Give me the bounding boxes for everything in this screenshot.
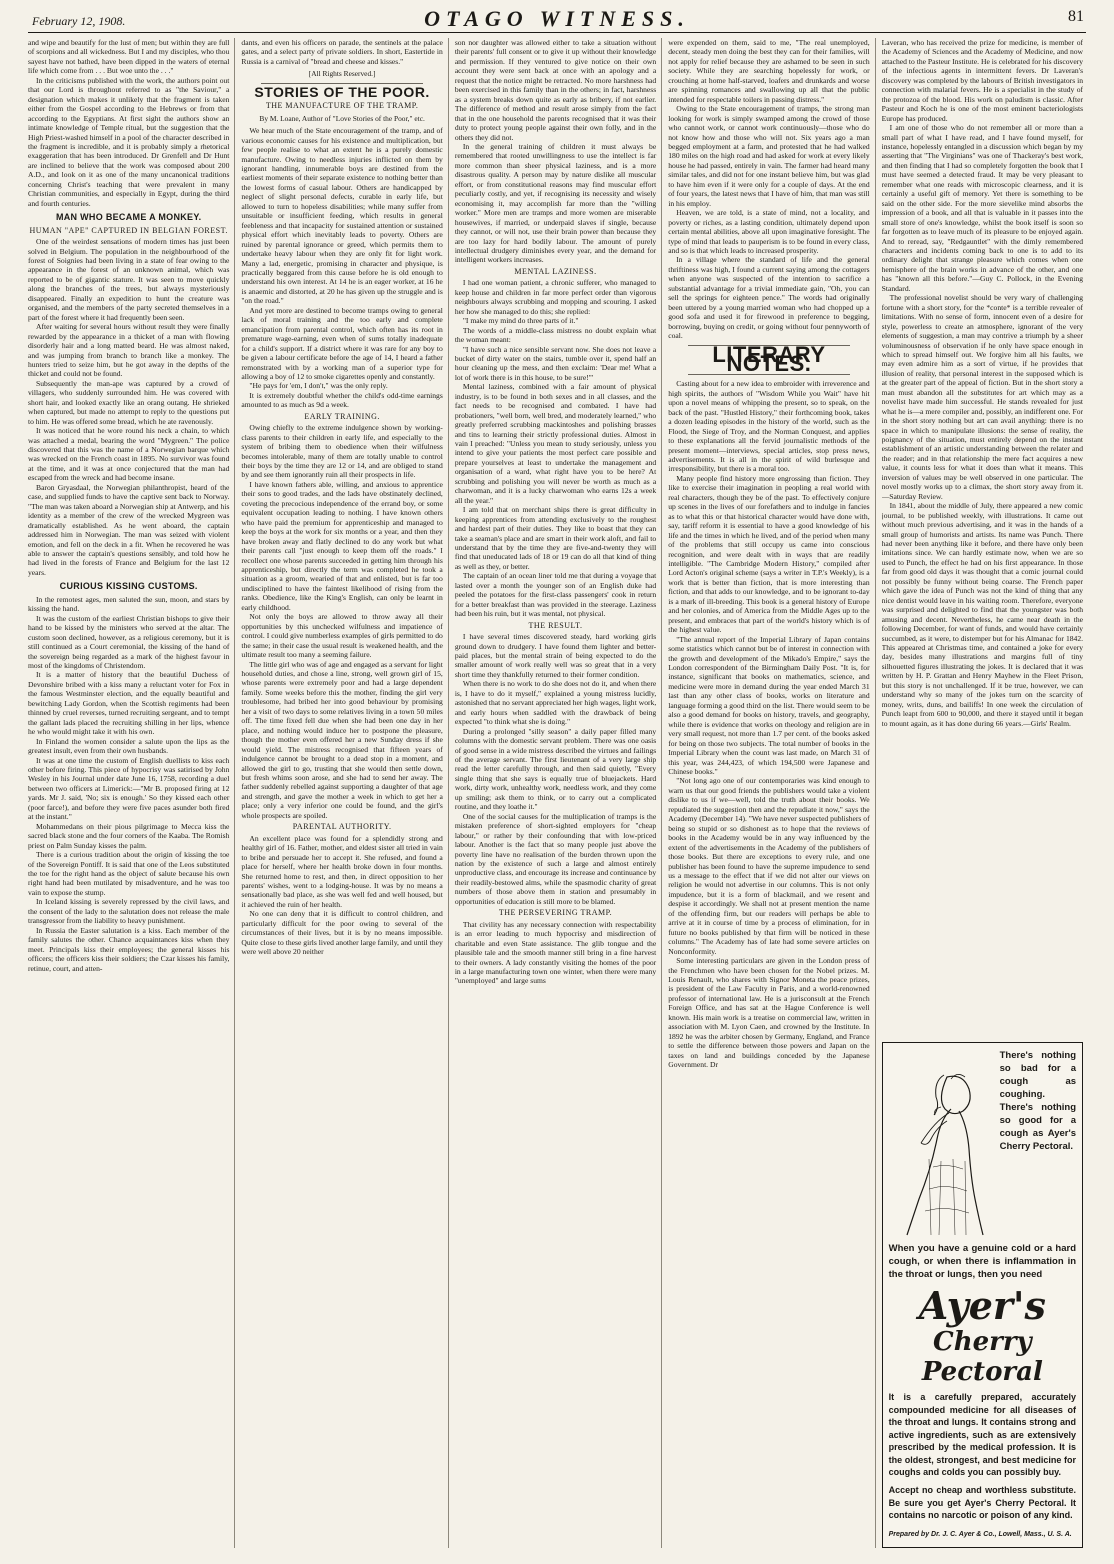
- article-heading-monkey: MAN WHO BECAME A MONKEY.: [55, 212, 202, 223]
- article-paragraph: The little girl who was of age and engaged as a servant for light household duties, and chose a line, strong, well grown girl of 15, whose parents were extremely poor and had a large dependent family. Some weeks before this the mother, finding the girl very troublesome, had bribed her into good behaviour by promising her a visit of two days to some relatives living in a town 50 miles off. The time fixed fell due when she had been one day in her place, and nothing would induce her to postpone the pleasure, though the mother even offered her a new Sunday dress if she would yield. The mistress recognised that fifteen years of indulgence cannot be brought to a dead stop in a moment, and allowed the girl to go, trusting that she would then settle down, but fresh whims soon arose, and she had to send her away. The father suddenly rebelled against supporting a daughter of that age and strength, and gave the mother a week in which to get her a place; only a very inferior one could be found, and the girl's whole prospects are spoiled.: [241, 659, 443, 820]
- article-paragraph: I have several times discovered steady, hard working girls ground down to drudgery. I have found them lighter and better-paid places, but the mental strain of being expected to do the smaller amount of work really well was so great that in a very short time they thankfully returned to their former condition.: [454, 632, 657, 679]
- article-paragraph: Heaven, we are told, is a state of mind, not a locality, and poverty or riches, as a lasting condition, ultimately depend upon certain mental abilities, above all upon imaginative foresight. The type of mind that leads to pauperism is to be found in every class, and so is that which leads to increased prosperity.: [668, 208, 870, 255]
- article-paragraph: "I have such a nice sensible servant now. She does not leave a bucket of dirty water on the stairs, tumble over it, spend half an hour cleaning up the mess, and then exclaim: 'Dear me! What a lot of work there is in this house, to be sure!'": [454, 344, 657, 382]
- article-paragraph: Mental laziness, combined with a fair amount of physical industry, is to be found in both sexes and in all classes, and the fact needs to be recognised and combated. I have had probationers, "well born, well bred, and moderately learned," who greatly preferred scrubbing mackintoshes and polishing brasses and tins to learning their strictly professional duties. Almost in vain I preached: "Unless you mean to study seriously, unless you intend to give your patients the most perfect care possible and prepare yourselves at least to undertake the management and organisation of a ward, what right have you to be here? At scrubbing and polishing you will never be worth as much as a charwoman, and it is a lucky charwoman who earns 12s a week all the year.": [454, 382, 657, 505]
- article-paragraph: Subsequently the man-ape was captured by a crowd of villagers, who suddenly surrounded him. He was covered with short hair, and looked exactly like an orang outang. He shrieked when captured, but made no attempt to reply to the questions put to him. He was offered some bread, which he ate ravenously.: [28, 378, 230, 426]
- ad-top-row: [889, 1049, 1076, 1239]
- column-4: [668, 38, 875, 1548]
- article-paragraph: No one can deny that it is difficult to control children, and particularly difficult for the poor owing to several of the circumstances of their lives, but it is by no means impossible. Quite close to these girls lived another large family, and until they were well above 20 neither: [241, 909, 443, 957]
- section-heading-persevering-tramp: THE PERSEVERING TRAMP.: [498, 908, 613, 918]
- column-2: [241, 38, 448, 1548]
- article-subheading-tramp: THE MANUFACTURE OF THE TRAMP.: [265, 101, 419, 111]
- article-paragraph: Owing chiefly to the extreme indulgence shown by working-class parents to their children in early life, and especially to the system of bribing them to obedience when their wilfulness becomes intolerable, many of them are totally unable to control their boys by the time they are 12 or 14, and are obliged to stand by and see them ignorantly ruin all their prospects in life.: [241, 423, 443, 480]
- page-number: 81: [1068, 8, 1084, 25]
- article-paragraph: In the remotest ages, men saluted the sun, moon, and stars by kissing the hand.: [28, 594, 230, 614]
- masthead-rule: [28, 32, 1086, 33]
- column-5-text: [882, 38, 1083, 1030]
- article-paragraph: Baron Gryasdaal, the Norwegian philanthropist, heard of the case, and supplied funds to have the captive sent back to Norway. "The man was taken aboard a Norwegian ship at Antwerp, and his identity as a member of the crew of the wrecked Mygreen was dramatically established. As he went aboard, the captain addressed him in Norwegian. The man was seized with violent emotion, and fell on the deck in a fit. When he recovered he was able to answer the captain's questions sensibly, and told how he had lived in the forests of France and Belgium for the last 12 years.: [28, 482, 230, 577]
- section-heading-parental-authority: PARENTAL AUTHORITY.: [292, 822, 392, 832]
- article-paragraph: In a village where the standard of life and the general thriftiness was high, I found a current saying among the cottagers when anyone was suspected of the intention to sacrifice a substantial advantage for a trivial immediate gain, "Oh, you can sell the springs for eighteen pence." The words had originally been uttered by a young married woman who had chopped up a good sofa and used it for firewood in preference to begging, borrowing, buying on credit, or going without four pennyworth of coal.: [668, 255, 870, 341]
- article-paragraph: After waiting for several hours without result they were finally rewarded by the appearance in a thicket of a man with flowing disorderly hair and a long matted beard. He was almost naked, and was jumping from branch to branch like a monkey. The hunters tried to seize him, but he got away in the depths of the thicket and could not be found.: [28, 322, 230, 379]
- byline: By M. Loane, Author of "Love Stories of the Poor," etc.: [259, 113, 425, 123]
- column-3: [455, 38, 662, 1548]
- article-paragraph: The words of a middle-class mistress no doubt explain what the woman meant:: [454, 325, 657, 345]
- article-paragraph: An excellent place was found for a splendidly strong and healthy girl of 16. Father, mother, and eldest sister all tried in vain to bribe and persuade her to accept it. She refused, and found a place for herself, where her health broke down in four months. She returned home to rest, and then, in direct opposition to her parents' wishes, went to a lodging-house. It was by no means a sensationally bad place, as she was well fed and well housed, but it achieved the ruin of her health.: [241, 833, 443, 909]
- article-paragraph: And yet more are destined to become tramps owing to general lack of moral training and the too early and complete emancipation from parental control, which often has its root in premature wage-earning, even when of sums totally inadequate for a child's support. If a district where it was rare for any boy to be given a labour certificate before the age of 14, I heard a father remonstrated with by a working man of a superior type for allowing a boy of 12 to smoke cigarettes openly and constantly.: [241, 305, 443, 381]
- ad-warning-text: Accept no cheap and worthless substitute. Be sure you get Ayer's Cherry Pectoral. It contains no narcotic or poison of any kind.: [888, 1485, 1077, 1521]
- rights-note: [All Rights Reserved.]: [308, 69, 376, 79]
- article-subheading-monkey: HUMAN "APE" CAPTURED IN BELGIAN FOREST.: [29, 225, 228, 235]
- article-paragraph: Owing to the State encouragement of tramps, the strong man looking for work is simply swamped among the crowd of those who cannot work, or cannot work continuously—those who do not know how and those who will not. Six years ago a man begged employment at a farm, and protested that he had walked 180 miles on the high road and had asked for work at every likely house he had passed, entirely in vain. The farmer had heard many similar tales, and did not for one instant believe him, but was glad to have him even if it were only for a couple of days. At the end of four years, the latest news that I have of him, that man was still in his employ.: [668, 104, 870, 208]
- article-paragraph: In Finland the women consider a salute upon the lips as the greatest insult, even from their own husbands.: [28, 736, 230, 756]
- article-paragraph: It was noticed that he wore round his neck a chain, to which was attached a medal, bearing the word "Mygreen." The police discovered that this was the name of a Norwegian barque which was wrecked on the French coast in 1895. No survivor was found at the time, and it was at once conjectured that the man had escaped from the wreck and had become insane.: [28, 426, 230, 483]
- article-paragraph: In the general training of children it must always be remembered that rooted unwillingness to use the intellect is far more common than sheer physical laziness, and is a more disastrous quality. A person may by nature dislike all muscular effort, or from constitutional reasons may find muscular effort peculiarly costly, and yet, if recognising its necessity and wisely economising it, may accomplish far more than the "willing worker." More men are tramps and more women are miserable housewives, if married, or underpaid slaves if single, because they cannot, or will not, use their brain power than because they are too lazy for hard bodily labour. The amount of purely intellectual drudgery diminishes every year, and the demand for intelligent workers increases.: [454, 141, 657, 265]
- article-paragraph: son nor daughter was allowed either to take a situation without their parents' full consent or to give it up without their knowledge and permission. If they ventured to give notice on their own account they were sent back at once with an apology and a request that the notice might be retracted. No more harshness had been exercised in this family than in the others; in fact, harshness as a system breaks down quite as early as bribery, if not earlier. The difference of method and result arose simply from the fact that in the one household the parents recognised that it was their duty to protect young people against their own folly, and in the others they did not.: [454, 38, 657, 142]
- article-paragraph: dants, and even his officers on parade, the sentinels at the palace gates, and a select party of private soldiers. In short, Eastertide in Russia is a carnival of "bread and cheese and kisses.": [241, 38, 443, 66]
- article-paragraph: It is extremely doubtful whether the child's odd-time earnings amounted to as much as 9d a week.: [241, 390, 443, 410]
- article-heading-literary-notes: LITERARY NOTES.: [712, 341, 826, 376]
- article-paragraph: It was at one time the custom of English duellists to kiss each other before firing. This piece of hypocrisy was satirised by John Wesley in his Journal under date June 16, 1758, recording a duel between two officers at Limerick:—"Mr B. proposed firing at 12 yards. Mr J. said, 'No; six is enough.' So they kissed each other (poor farce!), and before they were five paces asunder both fired at the instant.": [28, 755, 230, 822]
- article-paragraph: "Not long ago one of our contemporaries was kind enough to warn us that our good friends the publishers would take a violent dislike to us if we—well, told the truth about their books. We repudiated the suggestion then and the repudiate it now," says the Academy (December 14). "We have never suspected publishers of being so stupid or so dishonest as to hope that the reviews of books in the Academy would be in any way influenced by the extent of the advertisements in the Academy of the publishers of those books. But there are exceptions to every rule, and one publisher has been found to have the supreme impudence to send us a message to the effect that if we did not alter our views on religion he would not advertise in our columns. This is not only impudence, but it is a form of blackmail, and we resent and despise it accordingly. We shall not at present mention the name of the offending firm, but our readers will perhaps be able to arrive at it in course of time by a process of elimination, for in future no books published by that firm will be noticed in these columns." The Academy has of late had some severe articles on Nonconformity.: [668, 776, 870, 956]
- article-paragraph: Laveran, who has received the prize for medicine, is member of the Academy of Sciences and the Academy of Medicine, and now attached to the Pasteur Institute. He is celebrated for his discovery of the infectious agents in intermittent fevers. Dr Laveran's discovery was completed by the labours of British investigators in connection with malarial fevers. He is a specialist in the study of the protozoa of the blood. His work on paludism is classic. After Pasteur and Koch he is one of the most eminent bacteriologists Europe has produced.: [881, 38, 1084, 123]
- section-heading-result: THE RESULT.: [528, 620, 583, 630]
- ad-brand-name: Ayer's: [918, 1283, 1046, 1329]
- ad-body-text: It is a carefully prepared, accurately compounded medicine for all diseases of the throat and lungs. It contains strong and active ingredients, such as are extensively prescribed by the medical profession. It is the oldest, strongest, and best medicine for coughs and colds you can possibly buy.: [888, 1392, 1077, 1477]
- article-paragraph: "The annual report of the Imperial Library of Japan contains some statistics which cannot but be of interest in connection with the growth and development of the Mikado's Empire," says the London correspondent of the Birmingham Daily Post. "It is, for instance, significant that books on mathematics, science, and medicine were more in demand during the year ended March 31 last than any other class of books, works on literature and language forming a good third on the list. There would seem to be also a good demand for books on history, travels, and geography, while there is evidence that works on theology and religion are in very small request, not more than 1.7 per cent. of the books asked for being on those two subjects. The total number of books in the Imperial Library when the count was last made, on March 31 of this year, was 244,423, of which 194,500 were Japanese and Chinese books.": [668, 634, 870, 776]
- section-heading-early-training: EARLY TRAINING.: [304, 411, 380, 421]
- article-paragraph: I am told that on merchant ships there is great difficulty in keeping apprentices from attending exclusively to the roughest and hardest part of their duties. They like to boast that they can take a seaman's place and are smart in their work aloft, and fail to understand that by the time they are five-and-twenty they will find that uneducated lads of 18 or 19 can do all that kind of thing as well as they, or better.: [454, 505, 657, 571]
- article-paragraph: In the criticisms published with the work, the authors point out that our Lord is throughout referred to as "the Saviour," a designation which makes it unlikely that the fragment is taken either from the Gospel according to the Hebrews or from that according to the Egyptians. At first sight the authors show an intimate knowledge of Temple ritual, but the suggestion that the High Priest-washed himself in a pool of the character described in the fragment is incredible, and it is probably simply a rhetorical exaggeration that has been introduced. Dr Grenfell and Dr Hunt are inclined to believe that the work was composed about 200 A.D., and look on it as one of the many uncanonical traditions concerning Christ's teaching that were prevalent in many Christian communities, and especially in Egypt, during the third and fourth centuries.: [28, 75, 230, 208]
- article-paragraph: Not only the boys are allowed to throw away all their opportunities by this unchecked wilfulness and impatience of control. I could give numberless examples of girls permitted to do the same; in their case the usual result is weakened health, and the ultimate result too many a seeming failure.: [241, 612, 443, 660]
- article-paragraph: were expended on them, said to me, "The real unemployed, decent, steady men doing the best they can for their families, will not apply for relief because they are ashamed to be seen in such society. While they are searching hopelessly for work, or crouching at home half-starved, loafers and drunkards and worse are spinning romances and swallowing up all that the public intended for respectable toilers in passing distress.": [668, 38, 870, 104]
- article-paragraph: It was the custom of the earliest Christian bishops to give their hand to be kissed by the ministers who served at the altar. The custom soon declined, however, as a religious ceremony, but it is still continued as a Court ceremonial, the kissing of the hand of the sovereign being regarded as a mark of the highest favour in most of the kingdoms of Christendom.: [28, 613, 230, 670]
- masthead: [0, 0, 1114, 34]
- ad-intro-bottom: When you have a genuine cold or a hard cough, or when there is inflammation in the throat or lungs, then you need: [888, 1243, 1077, 1281]
- woman-coughing-illustration-icon: [889, 1049, 994, 1239]
- article-heading-stories: STORIES OF THE POOR.: [254, 83, 430, 100]
- ad-maker-line: Prepared by Dr. J. C. Ayer & Co., Lowell, Mass., U. S. A.: [888, 1530, 1072, 1538]
- article-paragraph: and wipe and beautify for the lust of men; but within they are full of scorpions and all wickedness. But I and my disciples, who thou sayest have not bathed, have been dipped in the waters of eternal life which come from . . . But woe unto the . . .": [28, 38, 230, 76]
- article-paragraph: When there is no work to do she does not do it, and when there is, I have to do it myself," explained a young mistress lucidly, astonished that no servant appreciated her high wages, light work, and early hours when saddled with the drawback of being expected "to think what she is doing.": [454, 679, 657, 727]
- newspaper-columns: [28, 38, 1088, 1548]
- paper-name: OTAGO WITNESS.: [424, 6, 690, 31]
- article-paragraph: "I make my mind do three parts of it.": [462, 316, 579, 326]
- article-paragraph: "He pays for 'em, I don't," was the only reply.: [249, 381, 388, 391]
- ad-intro-top: There's nothing so bad for a cough as coughing. There's nothing so good for a cough as Ayer's Cherry Pectoral.: [999, 1050, 1077, 1153]
- article-paragraph: I am one of those who do not remember all or more than a small part of what I have read, and I have found myself, for instance, hopelessly entangled in a discussion which began by my asserting that "The Virginians" was one of Thackeray's best work, and then finding that I had so completely forgotten the book that I must have seemed a detected fraud. It may be very pleasant to remember what one reads with microscopic clearness, and it is certainly a useful gift of memory. Yet there is something to be said on the other side. For the more sievelike mind absorbs the impression of a book, and all that is valuable in it passes into the small store of one's knowledge, whilst the book itself is soon so far forgotten as to leave much of its pleasure to be enjoyed again. And to reread, say, "Redgauntlet" with the dimly remembered characters and incidents coming back to one is to add to its ordinary delight that strange pleasure which comes when one hemisphere of the brain works in advance of the other, and one has "known all this before."—Guy C. Pollock, in the Evening Standard.: [881, 123, 1084, 293]
- article-paragraph: One of the social causes for the multiplication of tramps is the mistaken preference of short-sighted employers for "cheap labour," or rather by their confounding that with low-priced labour. Another is the fact that so many people just above the poverty line have no realisation of the burden thrown upon the nation by the existence of such a large and almost entirely unproductive class, and encourage its increase and continuance by their readily-bestowed alms, while the spasmodic charity of great numbers of those above them in station and presumably in opportunities of education is still more to be blamed.: [454, 811, 657, 906]
- column-5: [882, 38, 1088, 1548]
- article-paragraph: The professional novelist should be very wary of challenging fortune with a short story, for the *conte* is a terrible revealer of limitations. With no sense of form, innocent even of a desire for style, powerless to create an atmosphere, ignorant of the very elements of suggestion, a man may contrive a triumph by a sheer voluminousness of observation if he only have space enough in which to spread himself out. We forgive him all his faults, we may even admire him as a sort of virtue, if he provides that illusion of reality, that personal interest in the supposed which is at the greater part of the appeal of fiction. But in the short story a man must abandon all the substitutes for art which may as a novelist have made him successful. He stands revealed for just what he is—a mere compiler and, possibly, an indifferent one. For in the short story nothing but art can avail anything: there is no space in which to manipulate illusions: the sense of reality, the poignancy of the situation, must entirely depend on the instant establishment of an artistic understanding between the relater and the reader; and in that relationship the mere fact acquires a new value, it counts less for what it does than what it means. This inversion of values may be well observed in one particular. The novel mostly works up to a climax, the short story away from it.—Saturday Review.: [881, 293, 1084, 501]
- article-heading-kissing: CURIOUS KISSING CUSTOMS.: [59, 581, 198, 592]
- article-paragraph: In Russia the Easter salutation is a kiss. Each member of the family salutes the other. Chance acquaintances kiss when they meet. Principals kiss their employees; the general kisses his officers; the officers kiss their soldiers; the Czar kisses his family, retinue, court, and atten-: [28, 925, 230, 973]
- article-paragraph: One of the weirdest sensations of modern times has just been solved in Belgium. The population in the neighbourhood of the forest of Soignies had been living in a state of fear owing to the appearance in the forest of an unknown animal, which was reported to be of gigantic stature. It was seen to move quickly along the branches of the trees, but always mysteriously disappeared. Finally an expedition to hunt the creature was organised, and the members of the party secreted themselves in a part of the forest where it had frequently been seen.: [28, 237, 230, 322]
- article-paragraph: During a prolonged "silly season" a daily paper filled many columns with the domestic servant problem. There was one oasis of good sense in a wide mistress described the virtues and failings of the average servant. The first lieutenant of a very large ship read the letter carefully through, and then said quietly, "Every single thing that she says is equally true of bluejackets. Hard work, dirty work, unhealthy work, needless work, and they come up smiling; ask them to think, or to carry out a complicated routine, and they loathe it.": [454, 726, 657, 812]
- article-paragraph: Some interesting particulars are given in the London press of the Frenchmen who have been chosen for the Nobel prizes. M. Louis Renault, who shares with Signor Moneta the peace prizes, is president of the Law Faculty in Paris, and a world-renowned professor of international law. He is a jurisconsult at the French Foreign Office, and has sat at the Hague Conference is well known. His main work is a treatise on commercial law, written in association with M. Lyon Caen, and crowned by the Institute. In 1892 he was the arbiter chosen by Germany, England, and France to settle the difference between those powers and Japan on the taxes on land and buildings conceded by the Japanese Government. Dr: [668, 956, 870, 1070]
- article-paragraph: Many people find history more engrossing than fiction. They like to exercise their imagination in peopling a real world with real characters, though they be of the past. To effectively conjure up scenes in the lives of our forefathers and to indulge in fancies as to what this or that historical character would have done with, say, tariff reform it is essential to have a good knowledge of his life and the times in which he lived, and of the period when many of the problems that still occupy us came into conscious recognition, and were dealt with in ways that are readily intelligible. "The Cambridge Modern History," compiled after Lord Acton's original scheme (says a writer in T.P.'s Weekly), is a work that is better than fiction, that is more interesting than fiction, and that adds to our knowledge, and to be ignorant to-day is a mark of ill-breeding. This book is a general history of Europe and her colonies, and of America from the Middle Ages up to the present, and embraces that part of the world's history which is of the highest value.: [668, 473, 870, 635]
- article-paragraph: In Iceland kissing is severely repressed by the civil laws, and the consent of the lady to the salutation does not release the male transgressor from the liability to heavy punishment.: [28, 897, 230, 926]
- article-paragraph: I had one woman patient, a chronic sufferer, who managed to keep house and children in far more perfect order than vigorous neighbours always scrubbing and mopping and scouring. I asked her how she managed to do this; she replied:: [454, 278, 657, 316]
- article-paragraph: The captain of an ocean liner told me that during a voyage that lasted over a month the younger son of an English duke had peeled the potatoes for the first-class passengers' cook in return for a better breakfast than was provided in the steerage. Laziness had been his ruin, but it was mental, not physical.: [454, 571, 657, 619]
- article-paragraph: Mohammedans on their pious pilgrimage to Mecca kiss the sacred black stone and the four corners of the Kaaba. The Romish priest on Palm Sunday kisses the palm.: [28, 821, 230, 850]
- ad-product-name: Cherry Pectoral: [921, 1327, 1043, 1388]
- ayers-advertisement: [882, 1042, 1083, 1548]
- issue-date: February 12, 1908.: [32, 14, 126, 28]
- article-paragraph: It is a matter of history that the beautiful Duchess of Devonshire bribed with a kiss many a reluctant voter for Fox in the famous Westminster election, and the equally beautiful and bewitching Lady Gordon, when the Scottish regiments had been thinned by cruel reverses, turned recruiting sergeant, and to tempt the gallant lads placed the recruiting shilling in her lips, whence he who would might take it with his own.: [28, 670, 230, 737]
- article-paragraph: There is a curious tradition about the origin of kissing the toe of the Sovereign Pontiff. It is said that one of the Leos substituted the toe for the right hand as the object of salute because his own right hand had been mutilated by misadventure, and he was too vain to expose the stump.: [28, 850, 230, 897]
- article-paragraph: That civility has any necessary connection with respectability is an error leading to much hypocrisy and misdirection of charitable and even State assistance. The glib tongue and the plausible tale and the smooth manner still bring in a fine harvest to their owners. A lady constantly visiting the homes of the poor in a large manufacturing town one winter, when there were many "unemployed" and large sums: [454, 919, 657, 986]
- article-paragraph: I have known fathers able, willing, and anxious to apprentice their sons to good trades, and the lads have obstinately declined, coveting the precocious independence of the errand boy, or some equivalent occupation leading to nothing. I have known others who have paid the premium for apprenticeship and managed to keep the boys at the work for six months or a year, and then they have broken away and flatly declined to do any work but what their parents call "just enough to keep them off the roads." I recollect one whose parents succeeded in getting him through his apprenticeship, but directly the term was completed he took a situation as a groom, wearied of that and enlisted, but is far too undisciplined to have the faintest likelihood of rising from the ranks. Obedience, like the King's English, can only be learnt in early childhood.: [241, 479, 443, 612]
- section-heading-mental-laziness: MENTAL LAZINESS.: [514, 266, 597, 276]
- column-1: [28, 38, 235, 1548]
- article-paragraph: Casting about for a new idea to embroider with irreverence and high spirits, the authors of "Wisdom While you Wait" have hit upon a novel means of whipping the present, so to speak, on the back of the past. "Hustled History," their forthcoming book, takes a dozen leading episodes in the history of the world, such as the Flood, the Siege of Troy, and the Norman Conquest, and applies to these explanations all the fervid journalistic methods of the present moment—interviews, special articles, stop press news, advertisements. It is all in the spirit of wild burlesque and irresponsibility, but there is a moral too.: [668, 379, 870, 474]
- article-paragraph: We hear much of the State encouragement of the tramp, and of various economic causes for his existence and multiplication, but few people realise to what an extent he is a purely domestic manufacture. Owing to needless injuries inflicted on them by ignorant handling, innumerable boys are destined from the earliest moments of their separate existence to nothing better than the lowest forms of casual labour. Others are handicapped by neglect of slight personal defects, curable in early life, but allowed to turn to hopeless disabilities; while many suffer from unsuitable or insufficient feeding, which results in general feebleness and that incapacity for sustained attention or sustained physical effort which inevitably leads to poverty. Others are ruined by parental ignorance or greed, which permits them to undertake heavy labour when they are only fit for light work. Many a lad, energetic, promising in character and physique, is practically beggared from this cause before he is old enough to understand his own interest. At 14 he is an eager worker, at 16 he is anaemic and distorted, at 20 he has given up the struggle and is "on the road.": [241, 126, 443, 306]
- article-paragraph: In 1841, about the middle of July, there appeared a new comic journal, to be published weekly, with illustrations. It came out without much previous advertising, and it was in the hands of a small group of humorists and artists. Its name was Punch. There had never been anything like it before, and there have only been imitations since. We can hardly estimate now, when we are so used to Punch, the effect he had on his first appearance. In those far from good old days it was thought that a comic journal could not possibly be funny without being coarse. The French paper which gave the idea of Punch was not the kind of thing that any nice dentist would leave in his waiting room. Therefore, everyone was surprised and delighted to find that the youngster was both amusing and decent. Nevertheless, he came near death in the following December, for want of funds, and would have certainly succumbed, as it were, to distemper but for his Almanac for 1842. This appeared at Christmas time, and contained a joke for every day, besides many illustrations and margins full of tiny silhouetted figures illustrating the jokes. It is declared that it was written by H. P. Grattan and Henry Mayhew in the Fleet Prison, but this story is not unchallenged. If it be true, however, we can understand why so many of the jokes turn on the scarcity of money, writs, duns, and bailiffs! In one week the circulation of Punch leapt from 600 to 90,000, and there it stayed until it began to mount again, as it has done during 66 years.—Girls' Realm.: [881, 501, 1084, 728]
